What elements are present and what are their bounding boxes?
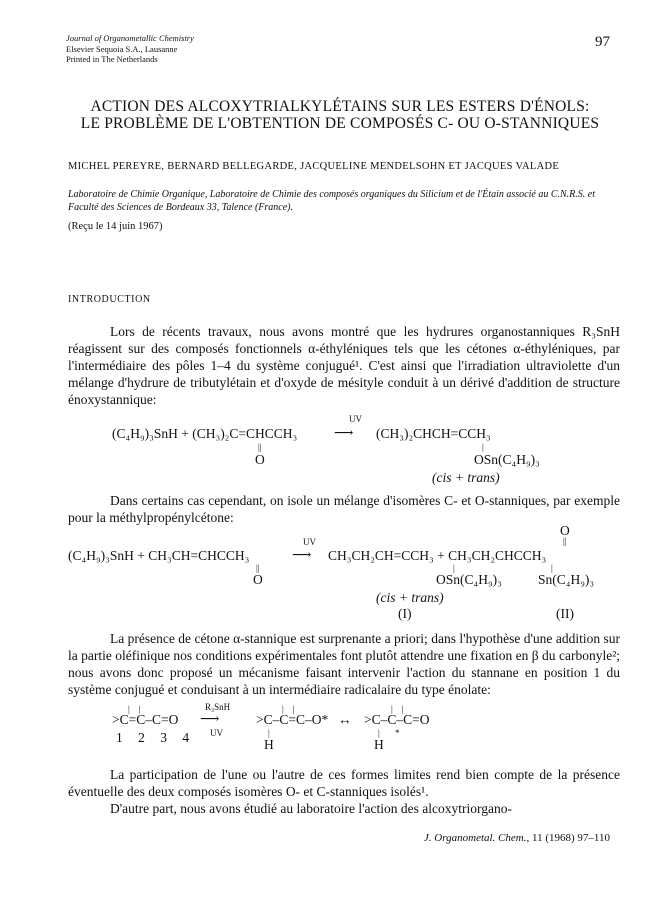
eq2-arrow: ⟶ [292,547,312,562]
eq2-o-top: O [560,523,570,538]
article-title [60,98,620,132]
authors: MICHEL PEREYRE, BERNARD BELLEGARDE, JACQUELINE MENDELSOHN ET JACQUES VALADE [68,161,560,172]
journal-name: Journal of Organometallic Chemistry [66,33,194,43]
section-heading: INTRODUCTION [68,294,151,305]
eq1-bond: | [482,442,484,452]
paragraph-2: Dans certains cas cependant, on isole un mélange d'isomères C- et O-stanniques, par exemple pour la méthylpropénylcétone: [68,493,620,525]
eq2-double-bond: || [256,563,260,573]
eq3-star: * [395,728,400,738]
received-date: (Reçu le 14 juin 1967) [68,221,163,232]
eq1-arrow: ⟶ [334,425,354,440]
footer-journal: J. Organometal. Chem., [423,832,530,844]
eq1-right: (CH₃)₂CHCH=CCH₃ [376,426,491,441]
paragraph-5: D'autre part, nous avons étudié au laboratoire l'action des alcoxytriorgano- [110,801,512,816]
printed-line: Printed in The Netherlands [66,54,158,64]
eq2-arrow-label: UV [303,537,316,547]
footer-citation [424,832,610,844]
eq3-h2: H [374,737,384,752]
eq2-sub2: Sn(C₄H₉)₃ [538,572,595,587]
publisher-line: Elsevier Sequoia S.A., Lausanne [66,43,178,54]
eq2-right: CH₃CH₂CH=CCH₃ + CH₃CH₂CHCCH₃ [328,548,547,563]
eq3-numbers: 1 2 3 4 [116,730,196,745]
eq3-arrow: ⟶ [200,711,220,726]
eq3-resonance: ↔ [338,712,352,727]
affiliation: Laboratoire de Chimie Organique, Laboratoire de Chimie des composés organiques du Silicium et de l'Étain associé au C.N.R.S. et Faculté des Sciences de Bordeaux 33, Talence (France). [68,189,596,213]
eq2-bond-2: | [551,563,553,573]
footer-ref: 11 (1968) 97–110 [531,832,610,844]
eq3-left: >C=C–C=O [112,712,179,727]
eq3-ticks-mid: | | [282,704,295,714]
eq3-arrow-top: R₃SnH [205,702,231,712]
eq3-h1: H [264,737,274,752]
eq1-arrow-label: UV [349,414,362,424]
eq2-left: (C₄H₉)₃SnH + CH₃CH=CHCCH₃ [68,548,250,563]
eq1-sub-right: OSn(C₄H₉)₃ [474,452,540,467]
eq3-bond-h1: | [268,728,270,738]
eq2-note: (cis + trans) [376,590,444,605]
journal-header [66,33,194,65]
eq3-mid: >C–C=C–O* [256,712,329,727]
paragraph-1: Lors de récents travaux, nous avons montré que les hydrures organostanniques R₃SnH réagissent sur des composés fonctionnels α-éthyléniques tels que les cétones α-éthyléniques, par l'intermédiaire des pôles 1–4 du système conjugué¹. C'est ainsi que l'irradiation ultraviolette d'un mélange d'hydrure de tributylétain et d'oxyde de mésityle conduit à un dérivé d'addition de structure énoxystannique: [68,324,620,407]
eq3-right: >C–C–C=O [364,712,430,727]
paragraph-3: La présence de cétone α-stannique est surprenante a priori; dans l'hypothèse d'une addition sur la partie oléfinique nos conditions expérimentales font plutôt attendre une fixation en β du carbonyle²; nous avons donc proposé un mécanisme faisant intervenir l'action du stannane en position 1 du système conjugué et conduisant à un intermédiaire radicalaire du type énolate: [68,631,620,697]
eq1-left: (C₄H₉)₃SnH + (CH₃)₂C=CHCCH₃ [112,426,298,441]
eq3-arrow-bottom: UV [210,728,223,738]
eq3-ticks-left: | | [128,704,141,714]
eq2-label-1: (I) [398,606,412,621]
eq2-o-below: O [253,572,263,587]
eq3-bond-h2: | [378,728,380,738]
title-line-2: LE PROBLÈME DE L'OBTENTION DE COMPOSÉS C- OU O-STANNIQUES [80,115,600,132]
eq1-double-bond: || [258,442,262,452]
eq2-top-bond: || [563,536,567,546]
eq2-label-2: (II) [556,606,574,621]
eq1-o-below: O [255,452,265,467]
eq2-bond-1: | [453,563,455,573]
title-line-1: ACTION DES ALCOXYTRIALKYLÉTAINS SUR LES ESTERS D'ÉNOLS: [90,98,590,115]
eq2-sub1: OSn(C₄H₉)₃ [436,572,502,587]
eq1-note: (cis + trans) [432,470,500,485]
eq3-ticks-right: | | [391,704,404,714]
paragraph-4: La participation de l'une ou l'autre de ces formes limites rend bien compte de la présence éventuelle des deux composés isomères O- et C-stanniques isolés¹. [68,767,620,799]
page-number: 97 [595,34,610,50]
